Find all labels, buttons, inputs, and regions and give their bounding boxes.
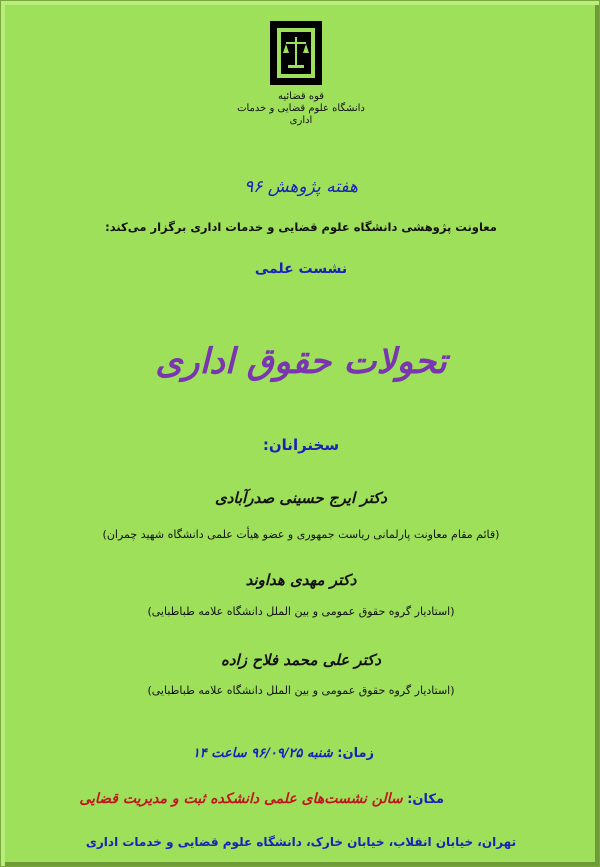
place-row (79, 791, 444, 807)
session-type: نشست علمی (254, 261, 348, 277)
speaker-affiliation: (قائم مقام معاونت پارلمانی ریاست جمهوری و عضو هیأت علمی دانشگاه شهید چمران) (102, 528, 500, 541)
time-row (193, 746, 374, 761)
time-value: شنبه ۹۶/۰۹/۲۵ ساعت ۱۴ (192, 746, 333, 761)
university-logo-icon (266, 19, 326, 89)
research-week-title: هفته پژوهش ۹۶ (244, 177, 358, 197)
speaker-affiliation: (استادیار گروه حقوق عمومی و بین الملل دانشگاه علامه طباطبایی) (147, 684, 455, 697)
speaker-name: دکتر علی محمد فلاح زاده (221, 651, 381, 669)
speakers-heading: سخنرانان: (262, 436, 340, 454)
speaker-name: دکتر مهدی هداوند (245, 571, 357, 589)
university-name-line1: قوه قضائیه (277, 91, 325, 102)
time-label: زمان: (337, 746, 374, 761)
university-name (231, 91, 371, 127)
place-value: سالن نشست‌های علمی دانشکده ثبت و مدیریت قضایی (79, 791, 403, 807)
speaker-name: دکتر ایرج حسینی صدرآبادی (215, 489, 387, 507)
place-label: مکان: (407, 792, 444, 807)
address: تهران، خیابان انقلاب، خیابان خارک، دانشگاه علوم قضایی و خدمات اداری (85, 835, 517, 849)
university-name-line2: دانشگاه علوم قضایی و خدمات اداری (237, 103, 365, 126)
speaker-affiliation: (استادیار گروه حقوق عمومی و بین الملل دانشگاه علامه طباطبایی) (147, 605, 455, 618)
event-title: تحولات حقوق اداری (155, 341, 447, 382)
organizer-text: معاونت پژوهشی دانشگاه علوم قضایی و خدمات اداری برگزار می‌کند: (105, 220, 497, 234)
